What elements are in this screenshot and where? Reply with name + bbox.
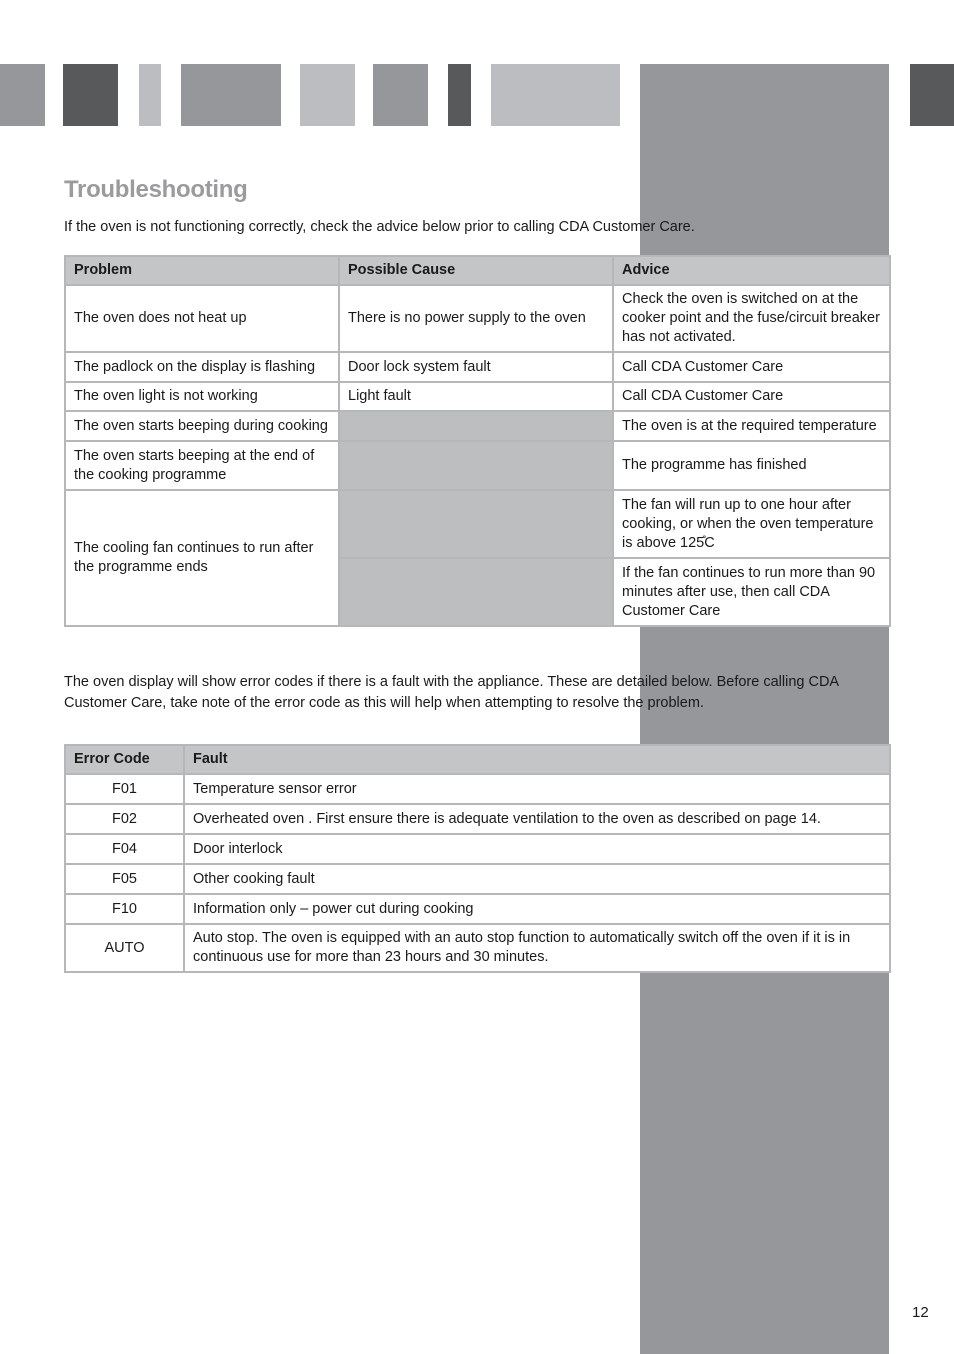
advice-cell: The programme has finished <box>613 441 890 490</box>
header-block <box>491 64 620 126</box>
header-problem: Problem <box>65 256 339 285</box>
page-number: 12 <box>912 1304 929 1321</box>
header-fault: Fault <box>184 745 890 774</box>
cause-cell: There is no power supply to the oven <box>339 285 613 352</box>
cause-cell: Light fault <box>339 382 613 411</box>
fault-cell: Other cooking fault <box>184 864 890 894</box>
fault-cell: Auto stop. The oven is equipped with an auto stop function to automatically switch off the oven if it is in continuous use for more than 23 hours and 30 minutes. <box>184 924 890 972</box>
advice-cell: The fan will run up to one hour after cooking, or when the oven temperature is above 125̊C <box>613 490 890 558</box>
page-title: Troubleshooting <box>64 176 248 203</box>
problem-cell: The cooling fan continues to run after the programme ends <box>65 490 339 626</box>
header-possible-cause: Possible Cause <box>339 256 613 285</box>
header-block <box>139 64 161 126</box>
table-row <box>65 924 890 972</box>
problem-cell: The oven starts beeping during cooking <box>65 411 339 441</box>
header-block <box>910 64 954 126</box>
advice-cell: The oven is at the required temperature <box>613 411 890 441</box>
cause-cell-empty <box>339 558 613 626</box>
cause-cell: Door lock system fault <box>339 352 613 382</box>
error-code-table <box>64 744 891 973</box>
header-block <box>300 64 355 126</box>
fault-cell: Overheated oven . First ensure there is adequate ventilation to the oven as described on page 14. <box>184 804 890 834</box>
table-row <box>65 352 890 382</box>
table-row <box>65 382 890 411</box>
error-code-cell: F04 <box>65 834 184 864</box>
cause-cell-empty <box>339 490 613 558</box>
cause-cell-empty <box>339 411 613 441</box>
fault-cell: Information only – power cut during cooking <box>184 894 890 924</box>
table-header-row <box>65 745 890 774</box>
header-block <box>63 64 118 126</box>
intro-text: If the oven is not functioning correctly, check the advice below prior to calling CDA Customer Care. <box>64 219 695 235</box>
error-intro-text: The oven display will show error codes if there is a fault with the appliance. These are detailed below. Before calling CDA Customer Care, take note of the error code as this will help when attempting to resolve the problem. <box>64 674 839 711</box>
table-row <box>65 411 890 441</box>
header-block <box>448 64 471 126</box>
header-block <box>0 64 45 126</box>
error-code-cell: F05 <box>65 864 184 894</box>
fault-cell: Door interlock <box>184 834 890 864</box>
error-code-cell: F02 <box>65 804 184 834</box>
table-row <box>65 441 890 490</box>
error-code-cell: F01 <box>65 774 184 804</box>
header-block <box>373 64 428 126</box>
table-row <box>65 894 890 924</box>
problem-cell: The oven does not heat up <box>65 285 339 352</box>
advice-cell: Call CDA Customer Care <box>613 352 890 382</box>
error-code-cell: F10 <box>65 894 184 924</box>
advice-cell: If the fan continues to run more than 90 minutes after use, then call CDA Customer Care <box>613 558 890 626</box>
advice-cell: Check the oven is switched on at the cooker point and the fuse/circuit breaker has not activated. <box>613 285 890 352</box>
cause-cell-empty <box>339 441 613 490</box>
table-row <box>65 490 890 558</box>
error-code-cell: AUTO <box>65 924 184 972</box>
header-error-code: Error Code <box>65 745 184 774</box>
header-block <box>181 64 281 126</box>
table-row <box>65 864 890 894</box>
problem-cell: The oven light is not working <box>65 382 339 411</box>
problem-cell: The oven starts beeping at the end of the cooking programme <box>65 441 339 490</box>
fault-cell: Temperature sensor error <box>184 774 890 804</box>
problem-cell: The padlock on the display is flashing <box>65 352 339 382</box>
header-advice: Advice <box>613 256 890 285</box>
table-row <box>65 285 890 352</box>
advice-cell: Call CDA Customer Care <box>613 382 890 411</box>
table-header-row <box>65 256 890 285</box>
table-row <box>65 804 890 834</box>
table-row <box>65 774 890 804</box>
table-row <box>65 834 890 864</box>
troubleshooting-table <box>64 255 891 627</box>
